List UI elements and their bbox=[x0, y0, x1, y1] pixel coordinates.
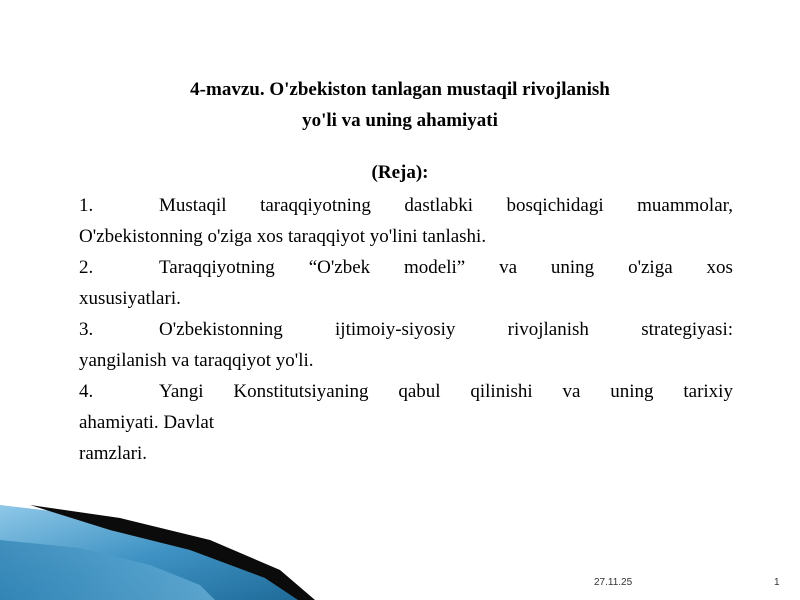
plan-item-number: 3. bbox=[79, 319, 94, 340]
plan-item-first-line-text bbox=[159, 190, 733, 221]
plan-item-second-line: yangilanish va taraqqiyot yo'li. bbox=[79, 350, 314, 371]
plan-item-word: uning bbox=[550, 257, 595, 278]
plan-item-word: rivojlanish bbox=[507, 319, 589, 340]
plan-item-word: Taraqqiyotning bbox=[159, 257, 275, 278]
plan-item bbox=[79, 314, 733, 376]
plan-item-first-line bbox=[79, 252, 733, 283]
plan-list bbox=[79, 190, 733, 469]
plan-item bbox=[79, 252, 733, 314]
slide-title-line-1: 4-mavzu. O'zbekiston tanlagan mustaqil rivojlanish bbox=[190, 79, 610, 100]
plan-item-first-line bbox=[79, 314, 733, 345]
plan-item-first-line-text bbox=[159, 314, 733, 345]
plan-item-first-line-text bbox=[159, 376, 733, 407]
plan-item-word: strategiyasi: bbox=[641, 319, 733, 340]
plan-item bbox=[79, 190, 733, 252]
plan-item bbox=[79, 376, 733, 469]
plan-item-word: uning bbox=[610, 381, 654, 402]
plan-item-word: qabul bbox=[398, 381, 441, 402]
plan-item-word: modeli” bbox=[404, 257, 466, 278]
deco-blue-wave bbox=[0, 505, 310, 600]
plan-item-word: O'zbekistonning bbox=[159, 319, 283, 340]
plan-heading: (Reja): bbox=[371, 162, 429, 183]
plan-item-word: va bbox=[562, 381, 581, 402]
plan-item-word: xos bbox=[706, 257, 733, 278]
plan-item-word: muammolar, bbox=[637, 195, 733, 216]
footer-date: 27.11.25 bbox=[594, 577, 633, 588]
plan-item-word: “O'zbek bbox=[308, 257, 371, 278]
plan-item-word: o'ziga bbox=[628, 257, 673, 278]
plan-item-word: Yangi bbox=[159, 381, 204, 402]
plan-item-word: Konstitutsiyaning bbox=[233, 381, 369, 402]
plan-item-third-line: ramzlari. bbox=[79, 443, 148, 464]
plan-item-first-line bbox=[79, 190, 733, 221]
plan-item-number: 2. bbox=[79, 257, 94, 278]
plan-item-second-line: O'zbekistonning o'ziga xos taraqqiyot yo'lini tanlashi. bbox=[79, 226, 487, 247]
plan-item-word: ijtimoiy-siyosiy bbox=[335, 319, 456, 340]
plan-item-number: 1. bbox=[79, 195, 94, 216]
plan-item-word: dastlabki bbox=[404, 195, 474, 216]
page-number: 1 bbox=[774, 577, 780, 588]
plan-item-word: qilinishi bbox=[470, 381, 533, 402]
plan-item-first-line-text bbox=[159, 252, 733, 283]
plan-item-word: tarixiy bbox=[683, 381, 733, 402]
slide-title-line-2: yo'li va uning ahamiyati bbox=[302, 110, 498, 131]
plan-item-second-line: xususiyatlari. bbox=[79, 288, 181, 309]
plan-item-second-line: ahamiyati. Davlat bbox=[79, 412, 215, 433]
plan-item-first-line bbox=[79, 376, 733, 407]
plan-item-word: va bbox=[499, 257, 518, 278]
plan-item-word: taraqqiyotning bbox=[260, 195, 371, 216]
deco-black-swoosh bbox=[30, 505, 315, 600]
plan-item-word: Mustaqil bbox=[159, 195, 227, 216]
deco-blue-wave-inner bbox=[0, 540, 215, 600]
plan-item-word: bosqichidagi bbox=[506, 195, 604, 216]
plan-item-number: 4. bbox=[79, 381, 94, 402]
